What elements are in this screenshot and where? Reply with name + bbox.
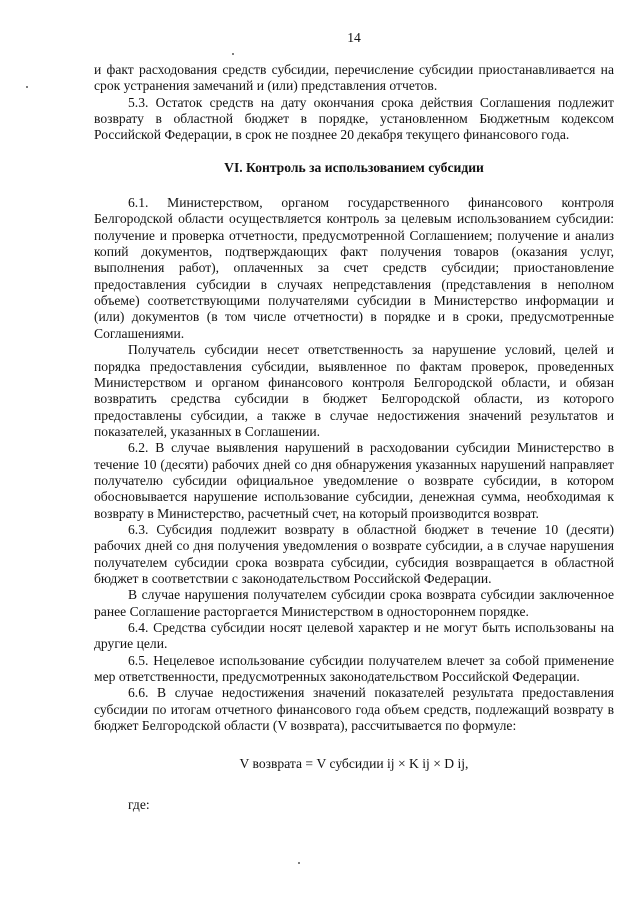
- paragraph-6-5: 6.5. Нецелевое использование субсидии получателем влечет за собой применение мер ответственности, предусмотренных законодательством Российской Федерации.: [94, 652, 614, 685]
- section-title: VI. Контроль за использованием субсидии: [224, 159, 484, 175]
- paragraph-6-2: 6.2. В случае выявления нарушений в расходовании субсидии Министерство в течение 10 (десяти) рабочих дней со дня обнаружения указанных нарушений направляет получателю субсидии официальное уведомление о возврате субсидии, в котором обосновывается нарушение использование субсидии, денежная сумма, необходимая к возврату в Министерство, расчетный счет, на который производится возврат.: [94, 440, 614, 521]
- scan-speck: [298, 862, 300, 864]
- paragraph-termination: В случае нарушения получателем субсидии срока возврата субсидии заключенное ранее Соглашение расторгается Министерством в одностороннем порядке.: [94, 587, 614, 619]
- formula-where-label: где:: [128, 796, 150, 812]
- page-number: 14: [347, 30, 361, 45]
- paragraph-recipient-responsibility: Получатель субсидии несет ответственность за нарушение условий, целей и порядка предоставления субсидии, выявленное по фактам проверок, проведенных Министерством и органом финансового контроля Белгородской области, и обязан возвратить средства субсидии в бюджет Белгородской области, из которого предоставлены субсидии, а также в случае недостижения значений результатов и показателей, указанных в Соглашении.: [94, 342, 614, 439]
- scan-speck: [26, 86, 28, 88]
- refund-formula: V возврата = V субсидии ij × K ij × D ij,: [239, 756, 469, 772]
- paragraph-6-1: 6.1. Министерством, органом государственного финансового контроля Белгородской области осуществляется контроль за целевым использованием субсидии: получение и проверка отчетности, предусмотренной Соглашением; получение и анализ копий документов, подтверждающих факт получения товаров (оказания услуг, выполнения работ), оплаченных за счет средств субсидии; приостановление предоставления субсидии в случаях непредставления (представления в неполном объеме) соответствующими получателями субсидии в Министерство информации и (или) документов (в том числе отчетности) в порядке и в сроки, предусмотренные Соглашениями.: [94, 195, 614, 341]
- document-page: [94, 30, 614, 813]
- scan-speck: [232, 53, 234, 55]
- paragraph-5-3: 5.3. Остаток средств на дату окончания срока действия Соглашения подлежит возврату в областной бюджет в порядке, установленном Бюджетным кодексом Российской Федерации, в срок не позднее 20 декабря текущего финансового года.: [94, 94, 614, 143]
- paragraph-6-3: 6.3. Субсидия подлежит возврату в областной бюджет в течение 10 (десяти) рабочих дней со дня получения уведомления о возврате субсидии, а в случае нарушения получателем субсидии срока возврата субсидии, субсидия возвращается в областной бюджет в соответствии с законодательством Российской Федерации.: [94, 521, 614, 586]
- paragraph-continuation: и факт расходования средств субсидии, перечисление субсидии приостанавливается на срок устранения замечаний и (или) представления отчетов.: [94, 62, 614, 94]
- paragraph-6-6: 6.6. В случае недостижения значений показателей результата предоставления субсидии по итогам отчетного финансового года объем средств, подлежащий возврату в бюджет Белгородской области (V возврата), рассчитывается по формуле:: [94, 685, 614, 734]
- paragraph-6-4: 6.4. Средства субсидии носят целевой характер и не могут быть использованы на другие цели.: [94, 620, 614, 652]
